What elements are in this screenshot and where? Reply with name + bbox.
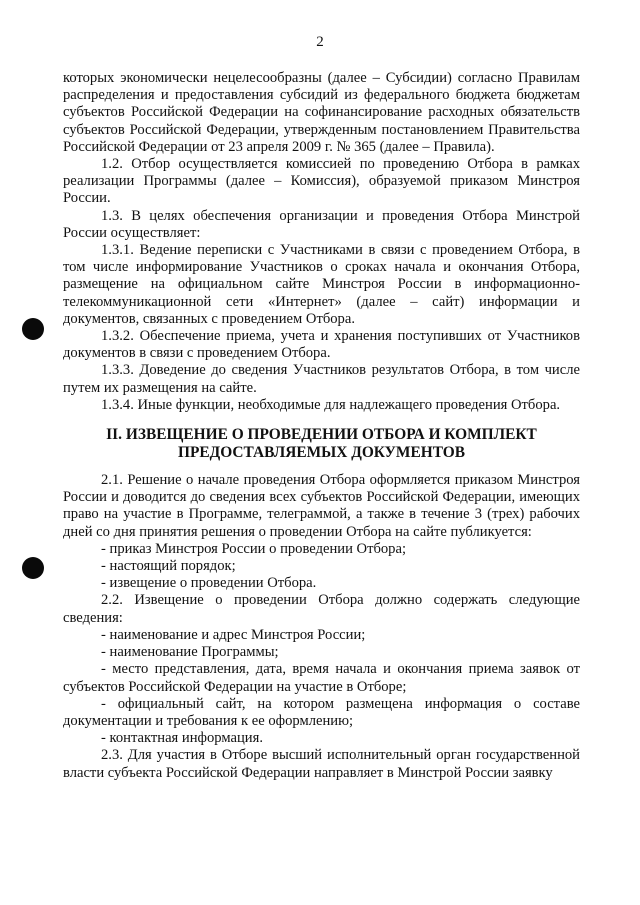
paragraph-2-3: 2.3. Для участия в Отборе высший исполнительный орган государственной власти субъекта Российской Федерации направляет в Минстрой России заявку bbox=[63, 747, 580, 781]
paragraph-1-3-1: 1.3.1. Ведение переписки с Участниками в связи с проведением Отбора, в том числе информирование Участников о сроках начала и окончания Отбора, размещение на официальном сайте Минстроя России в информационно-телекоммуникационной сети «Интернет» (далее – сайт) информации и документов, связанных с проведением Отбора. bbox=[63, 242, 580, 327]
paragraph-1-3-3: 1.3.3. Доведение до сведения Участников результатов Отбора, в том числе путем их размещения на сайте. bbox=[63, 362, 580, 396]
list-item: - наименование Программы; bbox=[101, 644, 279, 661]
list-item: - настоящий порядок; bbox=[101, 558, 236, 575]
paragraph-1-3-2: 1.3.2. Обеспечение приема, учета и хранения поступивших от Участников документов в связи с проведением Отбора. bbox=[63, 328, 580, 362]
list-item: - контактная информация. bbox=[101, 730, 263, 747]
list-item: - наименование и адрес Минстроя России; bbox=[101, 626, 366, 643]
section-heading: II. ИЗВЕЩЕНИЕ О ПРОВЕДЕНИИ ОТБОРА И КОМПЛЕКТ ПРЕДОСТАВЛЯЕМЫХ ДОКУМЕНТОВ bbox=[106, 426, 537, 462]
list-item: - место представления, дата, время начала и окончания приема заявок от субъектов Российской Федерации на участие в Отборе; bbox=[63, 661, 580, 695]
paragraph-1-2: 1.2. Отбор осуществляется комиссией по проведению Отбора в рамках реализации Программы (далее – Комиссия), образуемой приказом Минстроя России. bbox=[63, 156, 580, 207]
paragraph-1-3-4: 1.3.4. Иные функции, необходимые для надлежащего проведения Отбора. bbox=[101, 396, 561, 413]
paragraph-2-2: 2.2. Извещение о проведении Отбора должно содержать следующие сведения: bbox=[63, 592, 580, 626]
paragraph-continuation: которых экономически нецелесообразны (далее – Субсидии) согласно Правилам распределения и предоставления субсидий из федерального бюджета бюджетам субъектов Российской Федерации на софинансирование расходных обязательств субъектов Российской Федерации, утвержденным постановлением Правительства Российской Федерации от 23 апреля 2009 г. № 365 (далее – Правила). bbox=[63, 70, 580, 155]
document-body bbox=[63, 70, 580, 782]
paragraph-1-3: 1.3. В целях обеспечения организации и проведения Отбора Минстрой России осуществляет: bbox=[63, 207, 580, 241]
page-number: 2 bbox=[316, 34, 324, 50]
punch-hole-mark bbox=[22, 318, 44, 340]
list-item: - приказ Минстроя России о проведении Отбора; bbox=[101, 540, 407, 557]
list-item: - извещение о проведении Отбора. bbox=[101, 575, 317, 592]
punch-hole-mark bbox=[22, 557, 44, 579]
list-item: - официальный сайт, на котором размещена информация о составе документации и требования к ее оформлению; bbox=[63, 695, 580, 729]
paragraph-2-1: 2.1. Решение о начале проведения Отбора оформляется приказом Минстроя России и доводится до сведения всех субъектов Российской Федерации, имеющих право на участие в Программе, телеграммой, а также в течение 3 (трех) рабочих дней со дня принятия решения о проведении Отбора на сайте публикуется: bbox=[63, 472, 580, 540]
